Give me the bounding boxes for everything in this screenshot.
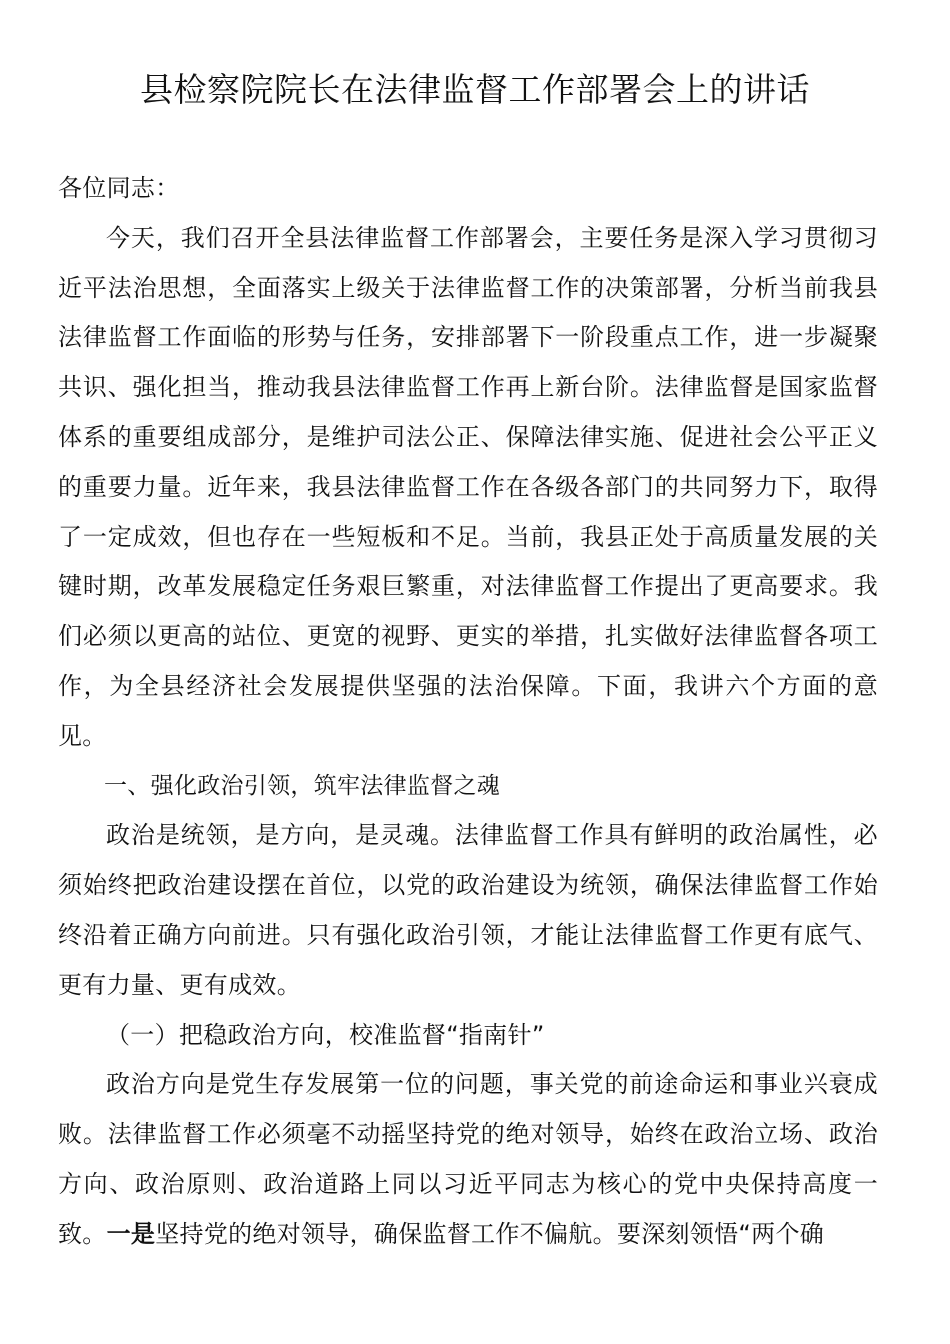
subsection-paragraph [58,1060,878,1259]
point-text: 坚持党的绝对领导，确保监督工作不偏航。要深刻领悟“两个确 [155,1219,825,1248]
intro-paragraph: 今天，我们召开全县法律监督工作部署会，主要任务是深入学习贯彻习近平法治思想，全面落实上级关于法律监督工作的决策部署，分析当前我县法律监督工作面临的形势与任务，安排部署下一阶段重点工作，进一步凝聚共识、强化担当，推动我县法律监督工作再上新台阶。法律监督是国家监督体系的重要组成部分，是维护司法公正、保障法律实施、促进社会公平正义的重要力量。近年来，我县法律监督工作在各级各部门的共同努力下，取得了一定成效，但也存在一些短板和不足。当前，我县正处于高质量发展的关键时期，改革发展稳定任务艰巨繁重，对法律监督工作提出了更高要求。我们必须以更高的站位、更宽的视野、更实的举措，扎实做好法律监督各项工作，为全县经济社会发展提供坚强的法治保障。下面，我讲六个方面的意见。 [58,223,878,750]
subsection-paragraph-text: 政治方向是党生存发展第一位的问题，事关党的前途命运和事业兴衰成败。法律监督工作必须毫不动摇坚持党的绝对领导，始终在政治立场、政治方向、政治原则、政治道路上同以习近平同志为核心的党中央保持高度一致。 [58,1070,878,1248]
subsection-heading: （一）把稳政治方向，校准监督“指南针” [106,1020,545,1049]
document-title: 县检察院院长在法律监督工作部署会上的讲话 [140,70,810,109]
point-lead: 一是 [106,1219,156,1248]
section-paragraph: 政治是统领，是方向，是灵魂。法律监督工作具有鲜明的政治属性，必须始终把政治建设摆在首位，以党的政治建设为统领，确保法律监督工作始终沿着正确方向前进。只有强化政治引领，才能让法律监督工作更有底气、更有力量、更有成效。 [58,821,878,999]
salutation: 各位同志： [58,174,180,202]
document-body [58,164,878,1260]
section-heading: 一、强化政治引领，筑牢法律监督之魂 [104,772,501,799]
